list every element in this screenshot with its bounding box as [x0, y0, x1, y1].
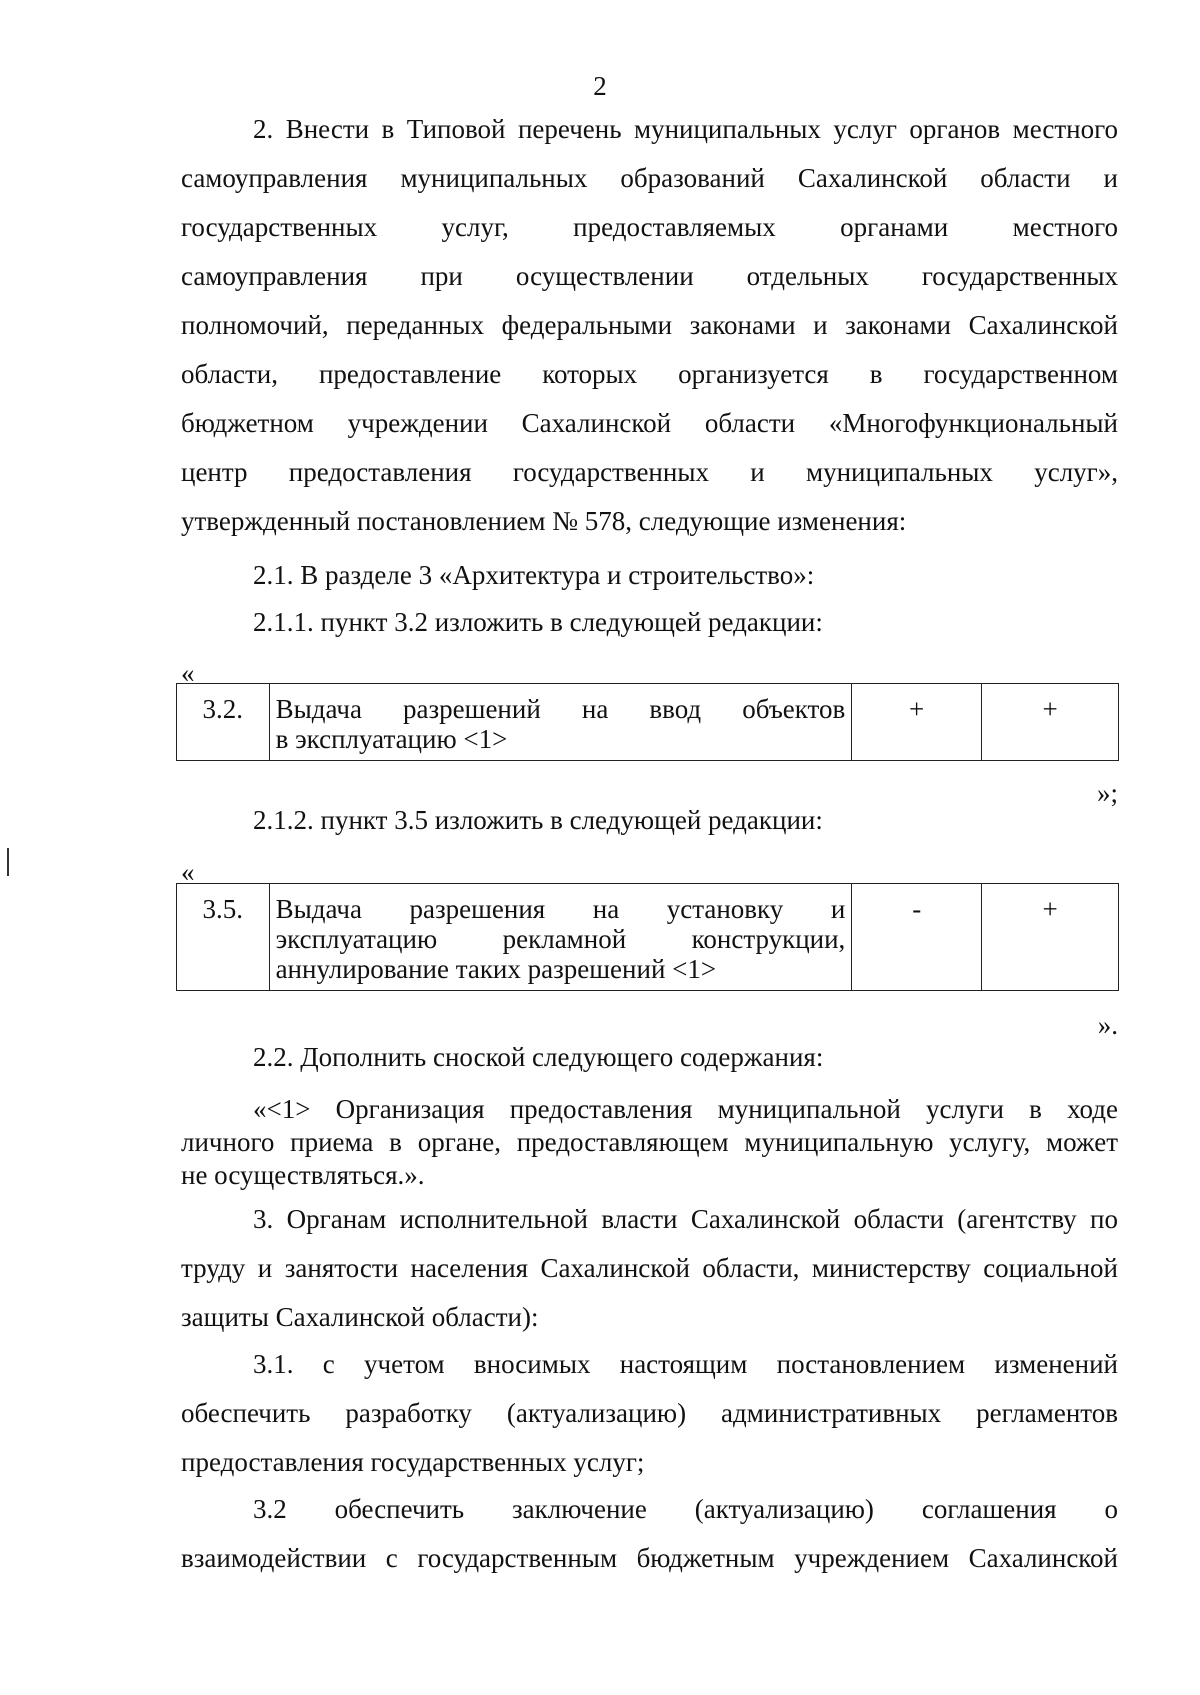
paragraph-3-line: защиты Сахалинской области): — [181, 1302, 539, 1332]
description-line: аннулирование таких разрешений <1> — [275, 954, 717, 984]
item-description — [269, 884, 852, 991]
table-row — [177, 884, 1119, 991]
page-number: 2 — [593, 71, 607, 101]
paragraph-2-line: центр предоставления государственных и муниципальных услуг», — [181, 457, 1118, 487]
column-4-mark: + — [982, 684, 1119, 761]
description-line: Выдача разрешения на установку и — [275, 894, 846, 924]
paragraph-2-1-1: 2.1.1. пункт 3.2 изложить в следующей редакции: — [253, 607, 823, 637]
footnote-line: личного приема в органе, предоставляющем муниципальную услугу, может — [181, 1127, 1118, 1157]
item-description — [269, 684, 852, 761]
paragraph-3-1-line: 3.1. с учетом вносимых настоящим постановлением изменений — [253, 1349, 1118, 1379]
paragraph-2-2: 2.2. Дополнить сноской следующего содержания: — [253, 1042, 824, 1072]
paragraph-3 — [181, 1195, 1118, 1342]
open-quote: « — [181, 658, 195, 688]
table-row — [177, 684, 1119, 761]
paragraph-3-2-line: взаимодействии с государственным бюджетным учреждением Сахалинской — [181, 1543, 1118, 1573]
paragraph-2 — [181, 105, 1118, 546]
paragraph-2-line: самоуправления при осуществлении отдельных государственных — [181, 261, 1118, 291]
open-quote: « — [181, 857, 195, 887]
description-line: эксплуатацию рекламной конструкции, — [275, 924, 846, 954]
description-line: в эксплуатацию <1> — [275, 724, 508, 754]
column-3-mark: - — [852, 884, 982, 991]
close-quote: ». — [1097, 1010, 1118, 1040]
amendment-table-3-5 — [176, 883, 1119, 991]
paragraph-3-2 — [181, 1485, 1118, 1583]
paragraph-2-line: полномочий, переданных федеральными законами и законами Сахалинской — [181, 310, 1118, 340]
column-4-mark: + — [982, 884, 1119, 991]
paragraph-2-line: самоуправления муниципальных образований Сахалинской области и — [181, 163, 1118, 193]
footnote-line: «<1> Организация предоставления муниципальной услуги в ходе — [253, 1094, 1118, 1124]
footnote-text — [181, 1093, 1118, 1192]
paragraph-2-1-2: 2.1.2. пункт 3.5 изложить в следующей редакции: — [253, 805, 823, 835]
paragraph-3-2-line: 3.2 обеспечить заключение (актуализацию) соглашения о — [253, 1494, 1118, 1524]
item-number: 3.5. — [177, 884, 270, 991]
paragraph-3-line: труду и занятости населения Сахалинской области, министерству социальной — [181, 1253, 1118, 1283]
footnote-line: не осуществляться.». — [181, 1160, 425, 1190]
scan-margin-mark — [7, 848, 9, 876]
paragraph-3-line: 3. Органам исполнительной власти Сахалинской области (агентству по — [253, 1204, 1118, 1234]
description-line: Выдача разрешений на ввод объектов — [275, 694, 846, 724]
column-3-mark: + — [852, 684, 982, 761]
paragraph-3-1 — [181, 1340, 1118, 1487]
paragraph-2-line: утвержденный постановлением № 578, следующие изменения: — [181, 506, 907, 536]
paragraph-2-line: области, предоставление которых организуется в государственном — [181, 359, 1118, 389]
paragraph-2-line: 2. Внести в Типовой перечень муниципальных услуг органов местного — [253, 114, 1118, 144]
paragraph-2-line: бюджетном учреждении Сахалинской области «Многофункциональный — [181, 408, 1118, 438]
paragraph-2-1: 2.1. В разделе 3 «Архитектура и строительство»: — [253, 560, 815, 590]
amendment-table-3-2 — [176, 683, 1119, 761]
paragraph-2-line: государственных услуг, предоставляемых органами местного — [181, 212, 1118, 242]
paragraph-3-1-line: обеспечить разработку (актуализацию) административных регламентов — [181, 1398, 1118, 1428]
item-number: 3.2. — [177, 684, 270, 761]
paragraph-3-1-line: предоставления государственных услуг; — [181, 1447, 645, 1477]
close-quote: »; — [1096, 778, 1118, 808]
